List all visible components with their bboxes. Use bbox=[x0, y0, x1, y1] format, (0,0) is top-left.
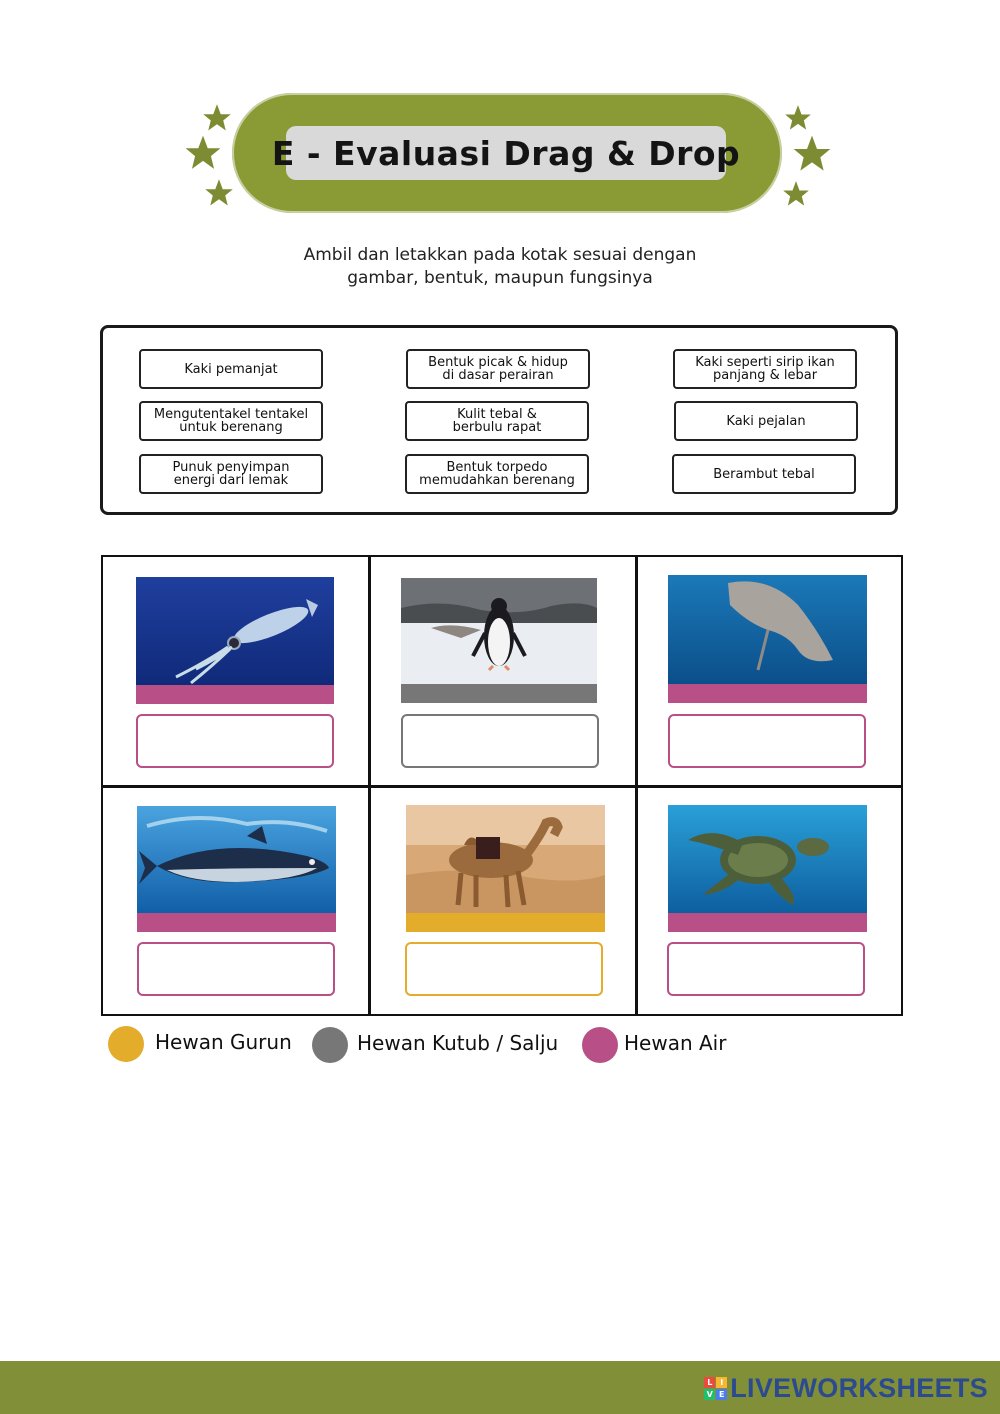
option-text: memudahkan berenang bbox=[419, 473, 575, 488]
option-text: Kaki pemanjat bbox=[184, 361, 278, 377]
squid-photo bbox=[136, 577, 334, 685]
title-box bbox=[271, 126, 741, 180]
option-text: di dasar perairan bbox=[442, 368, 554, 383]
drop-zone[interactable] bbox=[668, 714, 866, 768]
legend-dot-desert bbox=[108, 1026, 144, 1062]
star-icon bbox=[202, 103, 232, 133]
star-icon bbox=[782, 180, 810, 208]
legend-dot-polar bbox=[312, 1027, 348, 1063]
drag-option[interactable] bbox=[139, 349, 323, 389]
drag-option[interactable] bbox=[406, 349, 590, 389]
option-text: panjang & lebar bbox=[712, 368, 818, 383]
camel-photo bbox=[406, 805, 605, 913]
drag-option[interactable] bbox=[405, 454, 589, 494]
option-text: Punuk penyimpan bbox=[172, 460, 290, 475]
legend-label: Hewan Gurun bbox=[155, 1030, 292, 1054]
option-text: Mengutentakel tentakel bbox=[153, 407, 309, 422]
drop-zone[interactable] bbox=[136, 714, 334, 768]
drag-option[interactable] bbox=[674, 401, 858, 441]
page-title: E - Evaluasi Drag & Drop bbox=[271, 133, 741, 173]
option-text: Bentuk torpedo bbox=[446, 460, 548, 475]
star-icon bbox=[184, 134, 222, 172]
category-bar bbox=[136, 685, 334, 704]
tuna-photo bbox=[137, 806, 336, 913]
drag-options-panel bbox=[100, 325, 898, 515]
option-text: Kaki seperti sirip ikan bbox=[695, 355, 835, 370]
drop-zone[interactable] bbox=[667, 942, 865, 996]
liveworksheets-logo[interactable] bbox=[704, 1373, 988, 1404]
legend-label: Hewan Air bbox=[624, 1031, 727, 1055]
logo-blocks-icon: L I V E bbox=[704, 1377, 727, 1400]
legend-label: Hewan Kutub / Salju bbox=[357, 1031, 559, 1055]
star-icon bbox=[792, 134, 832, 174]
category-bar bbox=[668, 913, 867, 932]
category-bar bbox=[668, 684, 867, 703]
option-text: Kulit tebal & bbox=[457, 407, 537, 422]
drag-option[interactable] bbox=[139, 454, 323, 494]
option-text: Bentuk picak & hidup bbox=[428, 355, 568, 370]
drop-zone[interactable] bbox=[137, 942, 335, 996]
option-text: Berambut tebal bbox=[713, 466, 815, 482]
drag-option[interactable] bbox=[672, 454, 856, 494]
instruction-line: gambar, bentuk, maupun fungsinya bbox=[347, 268, 653, 288]
option-text: berbulu rapat bbox=[452, 420, 542, 435]
brand-text: LIVEWORKSHEETS bbox=[730, 1373, 988, 1403]
category-bar bbox=[406, 913, 605, 932]
penguin-photo bbox=[401, 578, 597, 684]
drop-zone[interactable] bbox=[405, 942, 603, 996]
category-bar bbox=[137, 913, 336, 932]
option-text: Kaki pejalan bbox=[726, 413, 806, 429]
grid-divider bbox=[103, 785, 901, 788]
star-icon bbox=[784, 104, 812, 132]
category-bar bbox=[401, 684, 597, 703]
drag-option[interactable] bbox=[673, 349, 857, 389]
instruction-text bbox=[250, 244, 750, 290]
drag-option[interactable] bbox=[139, 401, 323, 441]
option-text: energi dari lemak bbox=[173, 473, 289, 488]
sea-turtle-photo bbox=[668, 805, 867, 913]
legend-dot-aquatic bbox=[582, 1027, 618, 1063]
animal-grid bbox=[101, 555, 903, 1016]
star-icon bbox=[204, 178, 234, 208]
instruction-line: Ambil dan letakkan pada kotak sesuai dengan bbox=[303, 245, 697, 265]
drag-option[interactable] bbox=[405, 401, 589, 441]
option-text: untuk berenang bbox=[179, 420, 283, 435]
drop-zone[interactable] bbox=[401, 714, 599, 768]
stingray-photo bbox=[668, 575, 867, 684]
